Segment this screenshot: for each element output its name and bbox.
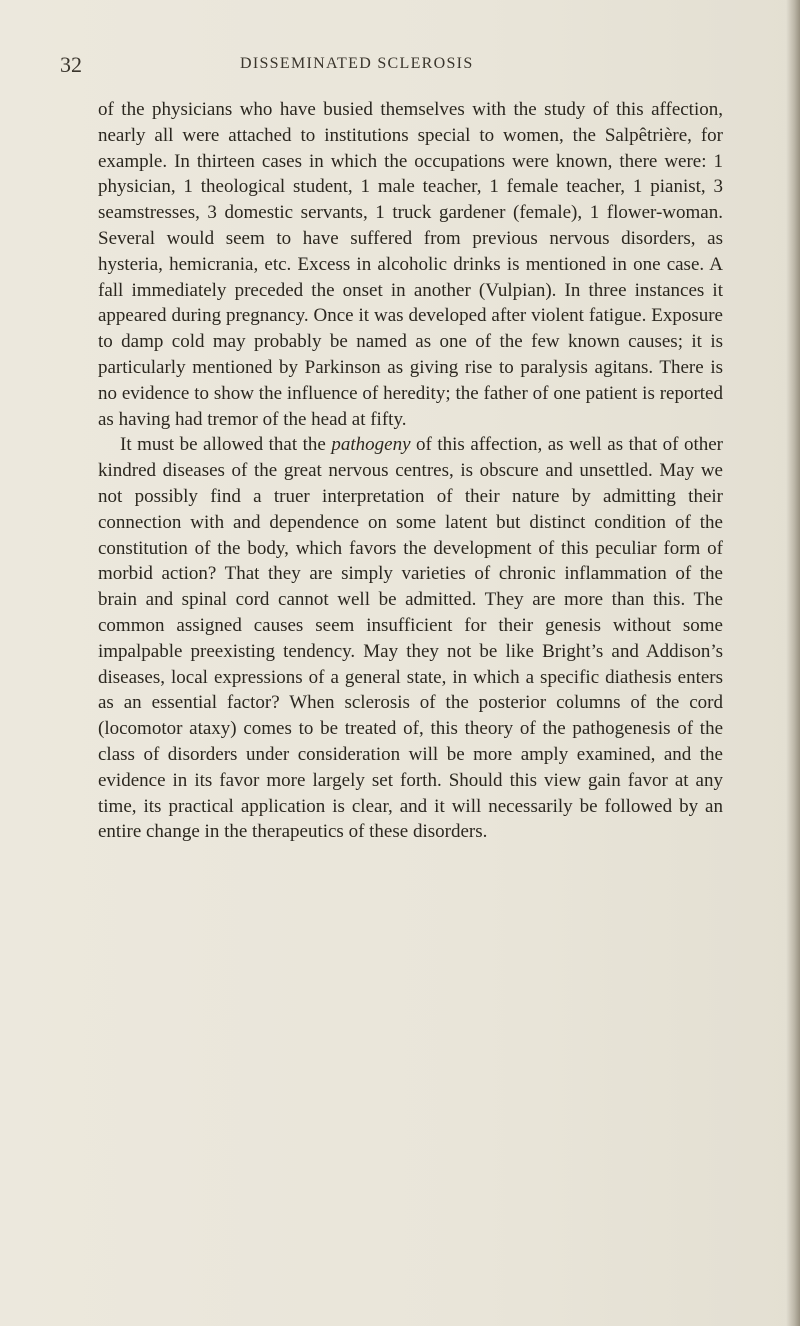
page-number: 32 (60, 52, 82, 77)
body-text (98, 97, 723, 845)
emphasis-pathogeny: pathogeny (331, 434, 411, 456)
paragraph-2 (98, 432, 723, 845)
paragraph-2-start: It must be allowed that the (120, 434, 332, 456)
page-edge-shadow (786, 0, 800, 1326)
paragraph-1: of the physicians who have busied themselves with the study of this affection, nearly all were attached to institutions special to women, the Salpêtrière, for example. In thirteen cases in which the occupations were known, there were: 1 physician, 1 theological student, 1 male teacher, 1 female teacher, 1 pianist, 3 seamstresses, 3 domestic servants, 1 truck gardener (female), 1 flower-woman. Several would seem to have suffered from previous nervous disorders, as hysteria, hemicrania, etc. Excess in alcoholic drinks is mentioned in one case. A fall immediately preceded the onset in another (Vulpian). In three instances it appeared during pregnancy. Once it was developed after violent fatigue. Exposure to damp cold may probably be named as one of the few known causes; it is particularly mentioned by Parkinson as giving rise to paralysis agitans. There is no evidence to show the influence of heredity; the father of one patient is reported as having had tremor of the head at fifty. (98, 99, 723, 430)
running-title: DISSEMINATED SCLEROSIS (240, 55, 474, 72)
paragraph-2-rest: of this affection, as well as that of other kindred diseases of the great nervous centres, is obscure and unsettled. May we not possibly find a truer interpretation of their nature by admitting their connection with and dependence on some latent but distinct condition of the constitution of the body, which favors the development of this peculiar form of morbid action? That they are simply varieties of chronic inflammation of the brain and spinal cord cannot well be admitted. They are more than this. The common assigned causes seem insufficient for their genesis without some impalpable preexisting tendency. May they not be like Bright’s and Addison’s diseases, local expressions of a general state, in which a specific diathesis enters as an essential factor? When sclerosis of the posterior columns of the cord (locomotor ataxy) comes to be treated of, this theory of the pathogenesis of the class of disorders under consideration will be more amply examined, and the evidence in its favor more largely set forth. Should this view gain favor at any time, its practical application is clear, and it will necessarily be followed by an entire change in the therapeutics of these disorders. (98, 434, 723, 843)
page-header (60, 52, 760, 82)
